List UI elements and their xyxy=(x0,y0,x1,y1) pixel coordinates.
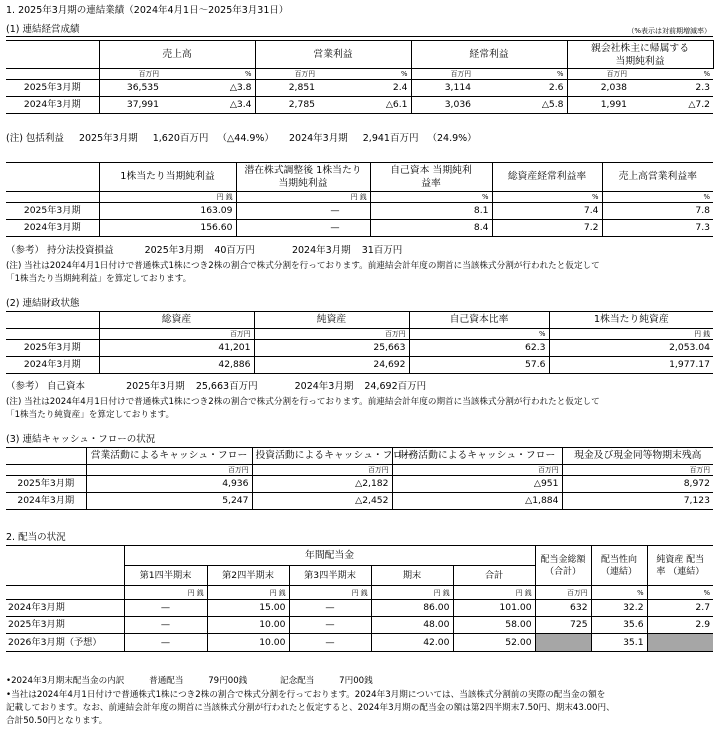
unit: 円 銭 xyxy=(207,586,289,600)
results-table xyxy=(6,40,714,114)
value-cell: — xyxy=(124,634,207,652)
unit: 円 銭 xyxy=(124,586,207,600)
blank-cell xyxy=(6,41,99,69)
row-label: 2025年3月期 xyxy=(6,340,99,357)
unit: 百万円 xyxy=(99,69,162,80)
blank-cell xyxy=(6,448,86,465)
value-cell: — xyxy=(236,220,370,237)
value-cell: 35.6 xyxy=(591,617,647,634)
pct-cell: 2.3 xyxy=(630,80,713,97)
value-cell: 62.3 xyxy=(409,340,549,357)
equity-method-v1: 40百万円 xyxy=(214,245,255,256)
pct-cell: 2.4 xyxy=(318,80,411,97)
blank-cell xyxy=(6,312,99,329)
header-total-assets: 総資産 xyxy=(99,312,254,329)
header-net-income: 親会社株主に帰属する当期純利益 xyxy=(567,41,713,69)
value-cell: 7.8 xyxy=(602,203,713,220)
row-label: 2025年3月期 xyxy=(6,203,99,220)
row-label: 2024年3月期 xyxy=(6,357,99,374)
blank-cell xyxy=(6,69,99,80)
unit: 百万円 xyxy=(252,465,392,476)
value-cell: 7.4 xyxy=(492,203,602,220)
header-ordinary-profit: 経常利益 xyxy=(411,41,567,69)
unit: % xyxy=(474,69,567,80)
value-cell: 24,692 xyxy=(254,357,409,374)
unit: 円 銭 xyxy=(289,586,371,600)
blank-cell xyxy=(6,329,99,340)
row-label: 2025年3月期 xyxy=(6,617,124,634)
row-label: 2026年3月期（予想） xyxy=(6,634,124,652)
value-cell: 37,991 xyxy=(99,97,162,114)
comprehensive-income-line xyxy=(6,130,477,144)
unit: % xyxy=(630,69,713,80)
section-2-title: 2. 配当の状況 xyxy=(6,532,66,543)
header-operating-cf: 営業活動によるキャッシュ・フロー xyxy=(86,448,252,465)
value-cell: — xyxy=(289,600,371,617)
value-cell: 4,936 xyxy=(86,476,252,493)
comprehensive-v1: 1,620百万円 xyxy=(152,133,209,144)
value-cell: 2,785 xyxy=(255,97,318,114)
row-label: 2024年3月期 xyxy=(6,220,99,237)
unit: % xyxy=(162,69,255,80)
value-cell: 5,247 xyxy=(86,493,252,510)
row-label: 2025年3月期 xyxy=(6,476,86,493)
equity-method-line xyxy=(6,242,402,256)
note-text: 合計50.50円となります。 xyxy=(6,716,108,726)
unit: 百万円 xyxy=(86,465,252,476)
unit: 円 銭 xyxy=(236,192,370,203)
value-cell: — xyxy=(236,203,370,220)
pct-cell: △3.4 xyxy=(162,97,255,114)
note-text: •当社は2024年4月1日付けで普通株式1株につき2株の割合で株式分割を行っております。2024年3月期については、当該株式分割前の実際の配当金の額を xyxy=(6,690,606,700)
value-cell: 10.00 xyxy=(207,634,289,652)
value-cell: 10.00 xyxy=(207,617,289,634)
value-cell: △2,452 xyxy=(252,493,392,510)
unit: 百万円 xyxy=(392,465,562,476)
value-cell: 2,053.04 xyxy=(549,340,713,357)
header-roa: 総資産経常利益率 xyxy=(492,163,602,192)
header-eps: 1株当たり当期純利益 xyxy=(99,163,236,192)
breakdown-label: •2024年3月期末配当金の内訳 xyxy=(6,676,125,686)
unit: % xyxy=(492,192,602,203)
equity-method-v2: 31百万円 xyxy=(361,245,403,256)
value-cell: 42.00 xyxy=(371,634,453,652)
value-cell: — xyxy=(124,617,207,634)
subsection-title: (1) 連結経営成績 xyxy=(6,24,80,35)
cash-flow-table xyxy=(6,447,713,510)
value-cell: 725 xyxy=(535,617,591,634)
header-sales: 売上高 xyxy=(99,41,255,69)
value-cell: 8.4 xyxy=(370,220,492,237)
note-text: 記載しております。なお、前連結会計年度の期首に当該株式分割が行われたと仮定すると、2024年3月期の配当金の額は第2四半期末7.50円、期末43.00円、 xyxy=(6,703,615,713)
value-cell: △1,884 xyxy=(392,493,562,510)
header-q2: 第2四半期末 xyxy=(207,566,289,586)
value-cell: 32.2 xyxy=(591,600,647,617)
value-cell: 25,663 xyxy=(254,340,409,357)
value-cell: 15.00 xyxy=(207,600,289,617)
comprehensive-v2: 2,941百万円 xyxy=(362,133,419,144)
value-cell: 7.2 xyxy=(492,220,602,237)
value-cell: △951 xyxy=(392,476,562,493)
unit: % xyxy=(647,586,713,600)
value-cell: 101.00 xyxy=(453,600,535,617)
value-cell: 35.1 xyxy=(591,634,647,652)
equity-reference-line xyxy=(6,378,426,392)
header-total-dividends: 配当金総額 （合計） xyxy=(535,546,591,586)
value-cell: 86.00 xyxy=(371,600,453,617)
header-roe: 自己資本 当期純利益率 xyxy=(370,163,492,192)
value-cell: 156.60 xyxy=(99,220,236,237)
pct-cell: △3.8 xyxy=(162,80,255,97)
equity-ref-v2: 24,692百万円 xyxy=(364,381,427,392)
header-q3: 第3四半期末 xyxy=(289,566,371,586)
value-cell-empty xyxy=(647,634,713,652)
equity-ref-y1: 2025年3月期 xyxy=(126,381,185,392)
equity-method-y1: 2025年3月期 xyxy=(144,245,204,256)
value-cell: 2.7 xyxy=(647,600,713,617)
subsection-title: (3) 連結キャッシュ・フローの状況 xyxy=(6,434,156,445)
value-cell-empty xyxy=(535,634,591,652)
value-cell: 8.1 xyxy=(370,203,492,220)
value-cell: 632 xyxy=(535,600,591,617)
header-diluted-eps: 潜在株式調整後 1株当たり当期純利益 xyxy=(236,163,370,192)
header-net-assets: 純資産 xyxy=(254,312,409,329)
value-cell: 2.9 xyxy=(647,617,713,634)
pct-cell: △6.1 xyxy=(318,97,411,114)
unit: 円 銭 xyxy=(453,586,535,600)
unit: % xyxy=(318,69,411,80)
comprehensive-y2: 2024年3月期 xyxy=(289,133,348,144)
pct-cell: △7.2 xyxy=(630,97,713,114)
header-nav-dividend-ratio: 純資産 配当率 （連結） xyxy=(647,546,713,586)
unit: 円 銭 xyxy=(99,192,236,203)
note-text: (注) 当社は2024年4月1日付けで普通株式1株につき2株の割合で株式分割を行っております。前連結会計年度の期首に当該株式分割が行われたと仮定して xyxy=(6,261,600,271)
header-year-end: 期末 xyxy=(371,566,453,586)
unit: % xyxy=(370,192,492,203)
unit: 百万円 xyxy=(411,69,474,80)
value-cell: 57.6 xyxy=(409,357,549,374)
unit: 円 銭 xyxy=(549,329,713,340)
breakdown-ordinary-value: 79円00銭 xyxy=(208,676,248,686)
row-label: 2024年3月期 xyxy=(6,97,99,114)
comprehensive-p1: （△44.9%） xyxy=(217,133,274,144)
note-text: (注) 当社は2024年4月1日付けで普通株式1株につき2株の割合で株式分割を行っております。前連結会計年度の期首に当該株式分割が行われたと仮定して xyxy=(6,397,600,407)
value-cell: — xyxy=(289,634,371,652)
value-cell: 1,977.17 xyxy=(549,357,713,374)
unit: 百万円 xyxy=(535,586,591,600)
header-bps: 1株当たり純資産 xyxy=(549,312,713,329)
header-q1: 第1四半期末 xyxy=(124,566,207,586)
header-equity-ratio: 自己資本比率 xyxy=(409,312,549,329)
value-cell: 163.09 xyxy=(99,203,236,220)
blank-cell xyxy=(6,465,86,476)
pct-cell: 2.6 xyxy=(474,80,567,97)
header-financing-cf: 財務活動によるキャッシュ・フロー xyxy=(392,448,562,465)
equity-ref-label: （参考） 自己資本 xyxy=(6,381,86,392)
equity-method-label: （参考） 持分法投資損益 xyxy=(6,245,114,256)
unit: 百万円 xyxy=(567,69,630,80)
header-cash-balance: 現金及び現金同等物期末残高 xyxy=(562,448,713,465)
value-cell: 42,886 xyxy=(99,357,254,374)
blank-cell xyxy=(6,586,124,600)
divider xyxy=(6,36,713,37)
value-cell: 3,114 xyxy=(411,80,474,97)
section-1-title: 1. 2025年3月期の連結業績（2024年4月1日～2025年3月31日） xyxy=(6,5,289,16)
pct-cell: △5.8 xyxy=(474,97,567,114)
value-cell: 3,036 xyxy=(411,97,474,114)
value-cell: △2,182 xyxy=(252,476,392,493)
blank-cell xyxy=(6,192,99,203)
comprehensive-y1: 2025年3月期 xyxy=(78,133,138,144)
breakdown-ordinary: 普通配当 xyxy=(149,676,184,686)
breakdown-commemorative: 記念配当 xyxy=(280,676,315,686)
breakdown-commemorative-value: 7円00銭 xyxy=(339,676,373,686)
unit: 百万円 xyxy=(99,329,254,340)
unit: 百万円 xyxy=(562,465,713,476)
dividends-table xyxy=(6,545,713,652)
header-investing-cf: 投資活動によるキャッシュ・フロー xyxy=(252,448,392,465)
value-cell: — xyxy=(289,617,371,634)
pct-note: （%表示は対前期増減率） xyxy=(627,27,711,35)
unit: 百万円 xyxy=(254,329,409,340)
value-cell: 36,535 xyxy=(99,80,162,97)
value-cell: 7,123 xyxy=(562,493,713,510)
unit: 円 銭 xyxy=(371,586,453,600)
header-annual-dividends: 年間配当金 xyxy=(124,546,535,566)
value-cell: 58.00 xyxy=(453,617,535,634)
value-cell: 41,201 xyxy=(99,340,254,357)
value-cell: 2,851 xyxy=(255,80,318,97)
header-operating-profit: 営業利益 xyxy=(255,41,411,69)
unit: % xyxy=(602,192,713,203)
value-cell: — xyxy=(124,600,207,617)
comprehensive-label: (注) 包括利益 xyxy=(6,133,64,144)
blank-cell xyxy=(6,163,99,192)
subsection-title: (2) 連結財政状態 xyxy=(6,298,80,309)
row-label: 2024年3月期 xyxy=(6,493,86,510)
header-payout-ratio: 配当性向 （連結） xyxy=(591,546,647,586)
blank-cell xyxy=(6,566,124,586)
value-cell: 1,991 xyxy=(567,97,630,114)
header-op-margin: 売上高営業利益率 xyxy=(602,163,713,192)
value-cell: 7.3 xyxy=(602,220,713,237)
equity-ref-y2: 2024年3月期 xyxy=(294,381,354,392)
equity-method-y2: 2024年3月期 xyxy=(291,245,351,256)
value-cell: 8,972 xyxy=(562,476,713,493)
row-label: 2024年3月期 xyxy=(6,600,124,617)
header-total: 合計 xyxy=(453,566,535,586)
equity-ref-v1: 25,663百万円 xyxy=(195,381,258,392)
value-cell: 52.00 xyxy=(453,634,535,652)
row-label: 2025年3月期 xyxy=(6,80,99,97)
comprehensive-p2: （24.9%） xyxy=(427,133,477,144)
value-cell: 2,038 xyxy=(567,80,630,97)
unit: % xyxy=(409,329,549,340)
blank-cell xyxy=(6,546,124,566)
financial-position-table xyxy=(6,311,713,374)
per-share-table xyxy=(6,162,713,237)
unit: 百万円 xyxy=(255,69,318,80)
value-cell: 48.00 xyxy=(371,617,453,634)
note-text: 「1株当たり当期純利益」を算定しております。 xyxy=(6,274,192,284)
dividend-breakdown-line xyxy=(6,675,373,687)
note-text: 「1株当たり純資産」を算定しております。 xyxy=(6,410,175,420)
unit: % xyxy=(591,586,647,600)
